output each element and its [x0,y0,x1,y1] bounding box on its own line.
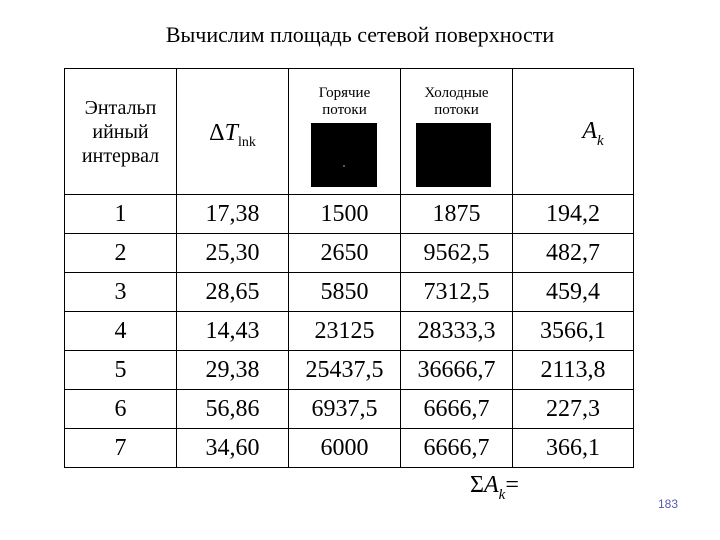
cell-interval-number: 4 [65,312,177,351]
cell-interval-number: 6 [65,390,177,429]
cell-delta-t: 34,60 [177,429,289,468]
sum-a-symbol: A [483,472,499,498]
cell-interval-number: 7 [65,429,177,468]
sum-k-subscript: k [498,487,506,503]
header-delta-t [177,69,289,195]
table-row [65,390,634,429]
cell-area: 3566,1 [513,312,634,351]
cell-cold-streams: 6666,7 [401,390,513,429]
a-symbol: A [582,117,597,144]
delta-symbol: Δ [209,119,225,146]
cell-hot-streams: 2650 [289,234,401,273]
cell-cold-streams: 9562,5 [401,234,513,273]
sum-equals: = [505,472,519,498]
cell-hot-streams: 6937,5 [289,390,401,429]
cell-cold-streams: 28333,3 [401,312,513,351]
cell-delta-t: 17,38 [177,195,289,234]
cell-delta-t: 14,43 [177,312,289,351]
cell-hot-streams: 5850 [289,273,401,312]
cell-cold-streams: 7312,5 [401,273,513,312]
header-hot-streams [289,69,401,195]
table-row [65,351,634,390]
cell-hot-streams: 25437,5 [289,351,401,390]
cell-delta-t: 56,86 [177,390,289,429]
k-subscript: k [597,132,604,149]
table-row [65,312,634,351]
cell-interval-number: 3 [65,273,177,312]
hot-formula-dot [343,165,345,167]
header-interval-line-3: интервал [81,144,160,167]
cell-interval-number: 1 [65,195,177,234]
cell-area: 194,2 [513,195,634,234]
cell-cold-streams: 6666,7 [401,429,513,468]
table-header-row [65,69,634,195]
table-row [65,429,634,468]
header-cold-streams [401,69,513,195]
sigma-symbol: Σ [470,472,484,498]
cell-hot-streams: 1500 [289,195,401,234]
cell-area: 366,1 [513,429,634,468]
cell-delta-t: 25,30 [177,234,289,273]
header-area [513,69,634,195]
header-interval-line-1: Энтальп [84,96,157,119]
header-hot-line-2: потоки [322,102,367,118]
hot-formula-image [311,123,377,187]
cell-area: 482,7 [513,234,634,273]
cold-formula-image [416,123,491,187]
cell-area: 459,4 [513,273,634,312]
cell-delta-t: 28,65 [177,273,289,312]
cell-cold-streams: 36666,7 [401,351,513,390]
t-symbol: T [224,119,238,146]
cell-cold-streams: 1875 [401,195,513,234]
table-row [65,195,634,234]
cell-hot-streams: 23125 [289,312,401,351]
cell-area: 2113,8 [513,351,634,390]
cell-interval-number: 5 [65,351,177,390]
table-row [65,273,634,312]
cell-delta-t: 29,38 [177,351,289,390]
cell-interval-number: 2 [65,234,177,273]
header-interval [65,69,177,195]
header-interval-line-2: ийный [92,120,149,143]
page-title: Вычислим площадь сетевой поверхности [165,22,555,47]
heat-exchange-table [64,68,634,468]
header-cold-line-2: потоки [434,102,479,118]
header-hot-line-1: Горячие [318,85,371,101]
cell-area: 227,3 [513,390,634,429]
page-number: 183 [657,497,678,511]
table-row [65,234,634,273]
lnk-subscript: lnk [237,134,256,150]
area-sum-label [470,472,519,504]
cell-hot-streams: 6000 [289,429,401,468]
header-cold-line-1: Холодные [424,85,489,101]
